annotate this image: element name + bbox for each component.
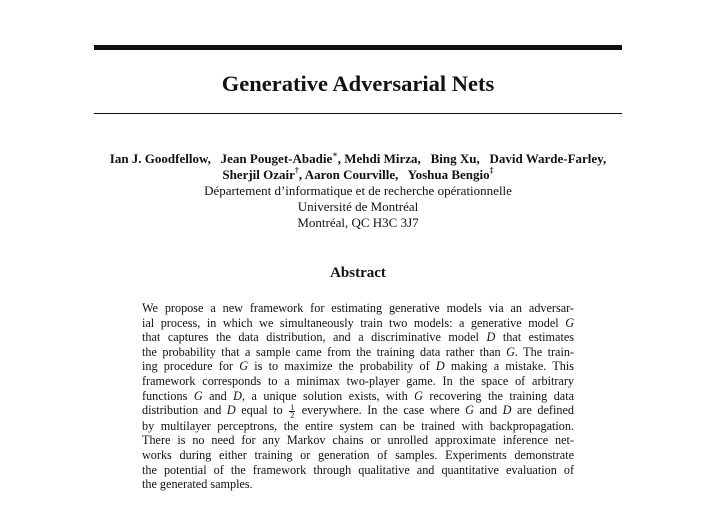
- abstract-line: the probability that a sample came from the training data rather than G. The train-: [142, 344, 574, 359]
- abstract-line: framework corresponds to a minimax two-player game. In the space of arbitrary: [142, 373, 574, 388]
- affiliation-department: Département d’informatique et de recherche opérationnelle: [204, 183, 512, 198]
- author-line-1: [94, 151, 622, 167]
- abstract-line: the potential of the framework through qualitative and quantitative evaluation of: [142, 462, 574, 477]
- author-footnote-mark: ‡: [489, 165, 494, 175]
- author-name: Bing Xu,: [430, 151, 480, 166]
- abstract-line: that captures the data distribution, and a discriminative model D that estimates: [142, 330, 574, 345]
- affiliation-address: Montréal, QC H3C 3J7: [297, 215, 419, 230]
- fraction-one-half: $\frac{1}{2}$: [290, 402, 295, 420]
- author-name: , Aaron Courville,: [298, 167, 399, 182]
- abstract-heading: Abstract: [330, 265, 386, 281]
- paper-title: Generative Adversarial Nets: [221, 71, 495, 96]
- abstract-body: [142, 301, 574, 492]
- author-name: , Mehdi Mirza,: [337, 151, 421, 166]
- abstract-line: ing procedure for G is to maximize the probability of D making a mistake. This: [142, 359, 574, 374]
- abstract-line: the generated samples.: [142, 477, 253, 492]
- author-name: Jean Pouget-Abadie: [220, 151, 333, 166]
- abstract-line: functions G and D, a unique solution exists, with G recovering the training data: [142, 388, 575, 403]
- abstract-line: We propose a new framework for estimating generative models via an adversar-: [142, 301, 574, 315]
- abstract-line: distribution and D equal to $\frac{1}{2}$ everywhere. In the case where G and D are defined: [142, 402, 574, 420]
- title-top-rule: [94, 45, 622, 50]
- abstract-line: works during either training or generation of samples. Experiments demonstrate: [142, 448, 574, 463]
- author-footnote-mark: †: [294, 165, 299, 175]
- author-name: David Warde-Farley,: [489, 151, 607, 166]
- title-bottom-rule: [94, 113, 622, 114]
- affiliation-university: Université de Montréal: [297, 199, 419, 214]
- abstract-line: There is no need for any Markov chains or unrolled approximate inference net-: [142, 433, 574, 448]
- author-name: Yoshua Bengio: [407, 167, 490, 182]
- author-line-2: [94, 167, 622, 183]
- author-name: Ian J. Goodfellow,: [109, 151, 211, 166]
- author-footnote-mark: ∗: [332, 149, 338, 159]
- abstract-line: ial process, in which we simultaneously train two models: a generative model G: [142, 315, 574, 330]
- abstract-line: by multilayer perceptrons, the entire system can be trained with backpropagation.: [142, 418, 574, 433]
- author-name: Sherjil Ozair: [222, 167, 295, 182]
- author-block: [94, 151, 622, 231]
